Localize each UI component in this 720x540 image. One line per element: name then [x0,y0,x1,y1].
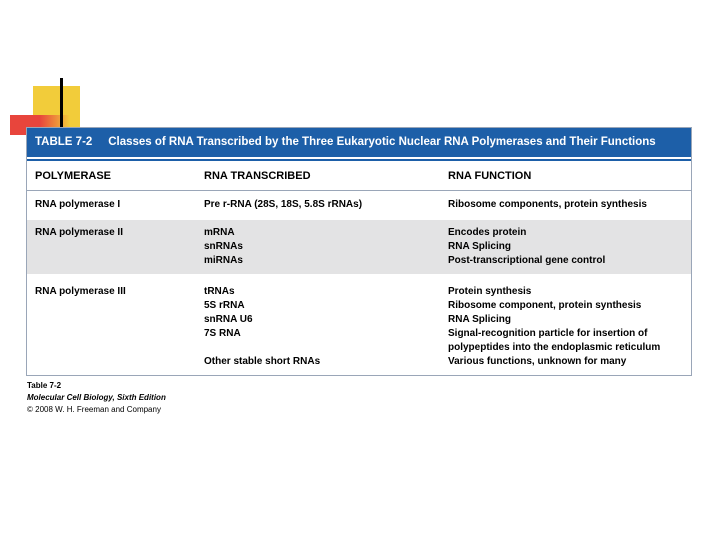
polymerase-cell: RNA polymerase II [35,227,123,238]
transcribed-item: snRNA U6 [204,314,253,325]
transcribed-item: Other stable short RNAs [204,356,321,367]
table-row [27,274,691,376]
table-title-bar [27,128,691,157]
table-row [27,190,691,221]
transcribed-cell [204,226,243,268]
table-title: Classes of RNA Transcribed by the Three Eukaryotic Nuclear RNA Polymerases and Their Functions [108,136,656,148]
transcribed-cell [204,198,362,212]
transcribed-item: tRNAs [204,286,235,297]
transcribed-item: 5S rRNA [204,300,245,311]
caption-copyright: © 2008 W. H. Freeman and Company [27,405,161,414]
row-spacer [204,341,320,355]
function-item: Post-transcriptional gene control [448,255,606,266]
function-item: Signal-recognition particle for insertion of [448,328,648,339]
function-item: RNA Splicing [448,314,511,325]
caption-book-title: Molecular Cell Biology, Sixth Edition [27,393,166,402]
transcribed-cell [204,285,320,369]
function-item: Protein synthesis [448,286,532,297]
table-row [27,220,691,274]
polymerase-cell: RNA polymerase III [35,286,126,297]
transcribed-item: 7S RNA [204,328,241,339]
function-cell [448,198,647,212]
polymerase-cell: RNA polymerase I [35,199,121,210]
caption-table-number: Table 7-2 [27,381,62,390]
function-item: Ribosome component, protein synthesis [448,300,642,311]
function-item: polypeptides into the endoplasmic reticulum [448,342,661,353]
function-item: Encodes protein [448,227,527,238]
function-cell [448,285,660,369]
table-caption [27,380,166,416]
function-cell [448,226,605,268]
column-header-polymerase: POLYMERASE [35,170,112,182]
column-header-rna-function: RNA FUNCTION [448,170,532,182]
function-item: Ribosome components, protein synthesis [448,199,647,210]
rna-polymerase-table [26,127,692,376]
table-number: TABLE 7-2 [35,136,93,148]
transcribed-item: Pre r-RNA (28S, 18S, 5.8S rRNAs) [204,199,363,210]
transcribed-item: miRNAs [204,255,243,266]
column-header-rna-transcribed: RNA TRANSCRIBED [204,170,311,182]
transcribed-item: mRNA [204,227,235,238]
transcribed-item: snRNAs [204,241,243,252]
function-item: Various functions, unknown for many [448,356,627,367]
header-rule [27,159,691,161]
function-item: RNA Splicing [448,241,511,252]
